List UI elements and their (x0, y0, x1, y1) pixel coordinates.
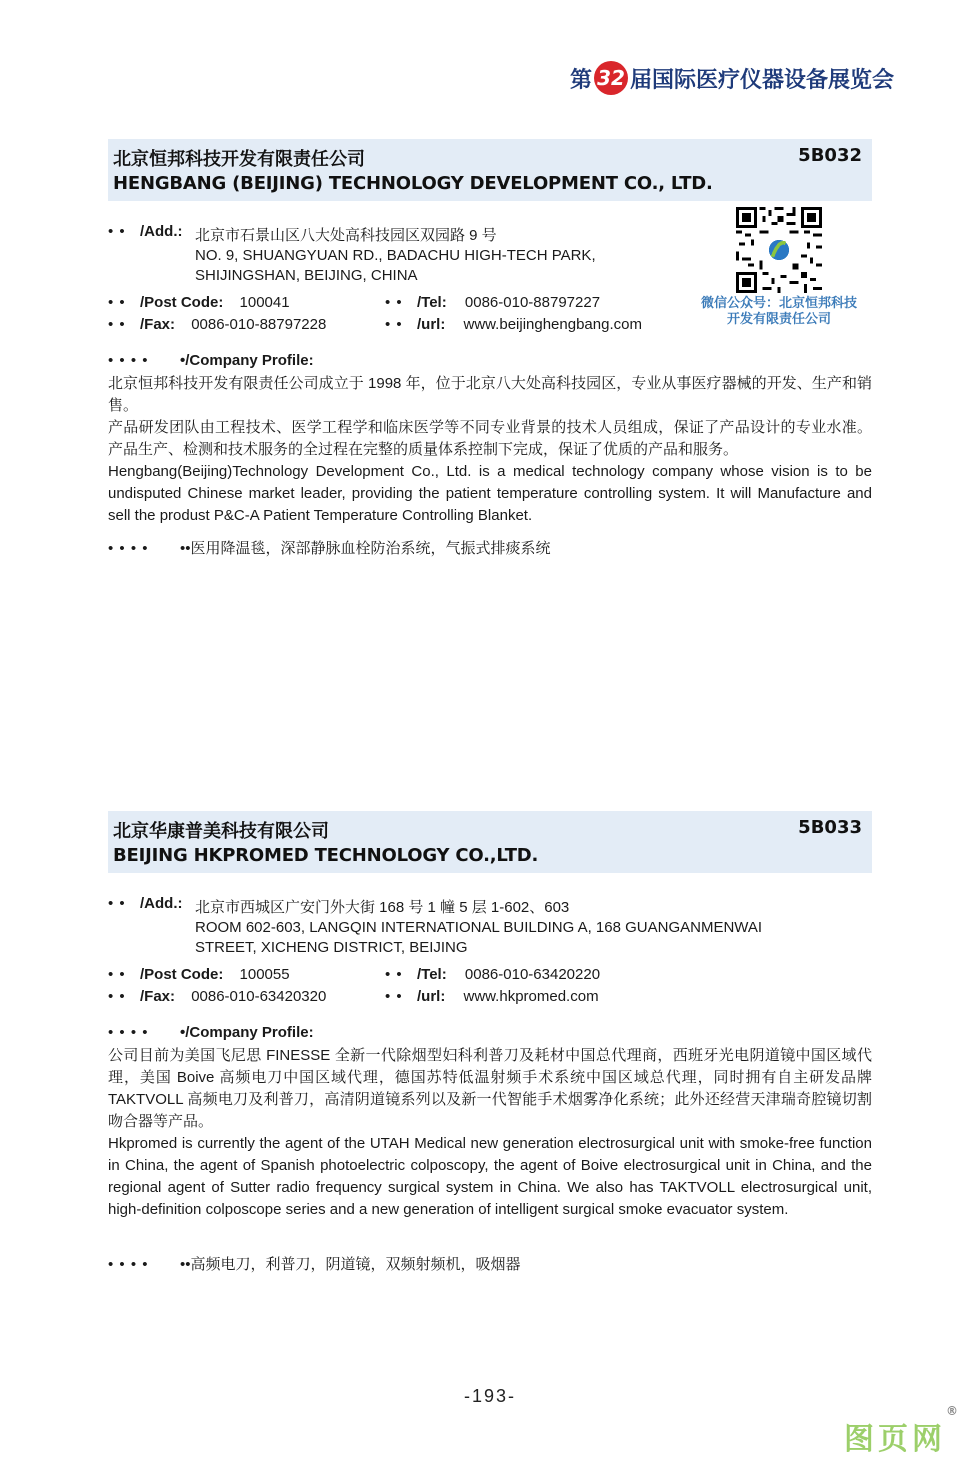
fax-row (108, 316, 326, 333)
fax-value: 0086-010-88797228 (191, 316, 327, 333)
bullet-marks: • • (108, 988, 126, 1005)
address-cn: 北京市西城区广安门外大街 168 号 1 幢 5 层 1-602、603 (195, 899, 570, 916)
company-profile (108, 373, 872, 527)
profile-heading (108, 352, 314, 369)
bullet-marks: • • (385, 316, 403, 333)
registered-mark: ® (946, 1404, 962, 1418)
products-list: ••高频电刀，利普刀，阴道镜，双频射频机，吸烟器 (180, 1256, 521, 1273)
address-en-line2: STREET, XICHENG DISTRICT, BEIJING (195, 939, 468, 956)
company-name-en: BEIJING HKPROMED TECHNOLOGY CO.,LTD. (113, 845, 539, 866)
address-label: /Add.: (140, 223, 183, 240)
bullet-marks: • • (108, 294, 126, 311)
profile-label: •/Company Profile: (180, 1024, 314, 1041)
qr-caption-line1: 微信公众号：北京恒邦科技 (700, 296, 857, 311)
company-name-cn: 北京华康普美科技有限公司 (113, 821, 329, 842)
post-code-row (108, 966, 290, 983)
products-row (108, 537, 551, 558)
bullet-marks: • • (108, 223, 126, 240)
address-cn: 北京市石景山区八大处高科技园区双园路 9 号 (195, 227, 497, 244)
tel-row (385, 294, 600, 311)
brand-suffix: 届国际医疗仪器设备展览会 (629, 67, 894, 93)
tel-label: /Tel: (417, 294, 447, 311)
bullet-marks: • • • • (108, 1256, 149, 1273)
post-code-label: /Post Code: (140, 294, 224, 311)
site-watermark (844, 1404, 962, 1458)
bullet-marks: • • • • (108, 352, 149, 369)
fax-label: /Fax: (140, 316, 176, 333)
address-en-line1: ROOM 602-603, LANGQIN INTERNATIONAL BUILDING A, 168 GUANGANMENWAI (195, 919, 763, 936)
entry-header (108, 811, 872, 873)
company-profile (108, 1045, 872, 1221)
bullet-marks: • • (108, 966, 126, 983)
bullet-marks: • • (108, 316, 126, 333)
company-entry-hengbang (108, 139, 872, 559)
bullet-marks: • • (385, 966, 403, 983)
bullet-marks: • • (108, 895, 126, 912)
entry-header (108, 139, 872, 201)
post-code-label: /Post Code: (140, 966, 224, 983)
address-en-line2: SHIJINGSHAN, BEIJING, CHINA (195, 267, 418, 284)
company-name-en: HENGBANG (BEIJING) TECHNOLOGY DEVELOPMENT CO., LTD. (113, 173, 713, 194)
profile-heading (108, 1024, 314, 1041)
profile-en-paragraph: Hengbang(Beijing)Technology Development Co., Ltd. is a medical technology company whose vision is to be undisputed Chinese market leader, providing the patient temperature controlling system. It will Manufacture and sell the produst P&C-A Patient Temperature Controlling Blanket. (108, 463, 872, 524)
post-code-row (108, 294, 290, 311)
tel-row (385, 966, 600, 983)
booth-number: 5B032 (798, 145, 862, 166)
products-list: ••医用降温毯，深部静脉血栓防治系统，气振式排痰系统 (180, 540, 551, 557)
products-row (108, 1253, 521, 1274)
company-name-cn: 北京恒邦科技开发有限责任公司 (113, 149, 365, 170)
website-link[interactable]: www.hkpromed.com (463, 988, 599, 1005)
brand-prefix: 第 (569, 67, 592, 93)
url-label: /url: (417, 988, 446, 1005)
website-link[interactable]: www.beijinghengbang.com (463, 316, 642, 333)
tel-value: 0086-010-88797227 (464, 294, 601, 311)
address-row (108, 895, 183, 912)
booth-number: 5B033 (798, 817, 862, 838)
profile-label: •/Company Profile: (180, 352, 314, 369)
profile-cn-paragraph: 北京恒邦科技开发有限责任公司成立于 1998 年，位于北京八大处高科技园区，专业从事医疗器械的开发、生产和销售。 (108, 375, 872, 414)
tel-value: 0086-010-63420220 (464, 966, 601, 983)
profile-en-paragraph: Hkpromed is currently the agent of the UTAH Medical new generation electrosurgical unit with smoke-free function in China, the agent of Spanish photoelectric colposcopy, the agent of Boive electrosurgical unit in China, and the regional agent of Sutter radio frequency surgical system in China. We also has TAKTVOLL electrosurgical unit, high-definition colposcope series and a new generation of intelligent surgical smoke evacuator system. (108, 1135, 872, 1218)
exhibition-brand (570, 58, 894, 98)
fax-label: /Fax: (140, 988, 176, 1005)
address-en-line1: NO. 9, SHUANGYUAN RD., BADACHU HIGH-TECH PARK, (195, 247, 596, 264)
tel-label: /Tel: (417, 966, 447, 983)
address-row (108, 223, 183, 240)
bullet-marks: • • (385, 988, 403, 1005)
qr-caption-line2: 开发有限责任公司 (726, 312, 831, 327)
url-row (385, 316, 642, 333)
watermark-text: 图页网 (844, 1422, 946, 1457)
bullet-marks: • • (385, 294, 403, 311)
bullet-marks: • • • • (108, 1024, 149, 1041)
url-row (385, 988, 599, 1005)
qr-code-icon (736, 207, 822, 293)
fax-value: 0086-010-63420320 (191, 988, 327, 1005)
url-label: /url: (417, 316, 446, 333)
profile-cn-paragraph: 产品研发团队由工程技术、医学工程学和临床医学等不同专业背景的技术人员组成，保证了产品设计的专业水准。产品生产、检测和技术服务的全过程在完整的质量体系控制下完成，保证了优质的产品和服务。 (108, 419, 872, 458)
fax-row (108, 988, 326, 1005)
qr-caption (686, 296, 872, 328)
brand-number-badge: 32 (594, 61, 628, 95)
page-number: -193- (463, 1386, 517, 1406)
post-code-value: 100055 (239, 966, 290, 983)
profile-cn-paragraph: 公司目前为美国飞尼思 FINESSE 全新一代除烟型妇科利普刀及耗材中国总代理商，西班牙光电阴道镜中国区域代理，美国 Boive 高频电刀中国区域代理，德国苏特低温射频手术系统中国区域总代理，同时拥有自主研发品牌 TAKTVOLL 高频电刀及利普刀，高清阴道镜系列以及新一代智能手术烟雾净化系统；此外还经营天津瑞奇腔镜切割吻合器等产品。 (108, 1047, 872, 1130)
address-label: /Add.: (140, 895, 183, 912)
company-entry-hkpromed (108, 811, 872, 1281)
post-code-value: 100041 (239, 294, 290, 311)
bullet-marks: • • • • (108, 540, 149, 557)
